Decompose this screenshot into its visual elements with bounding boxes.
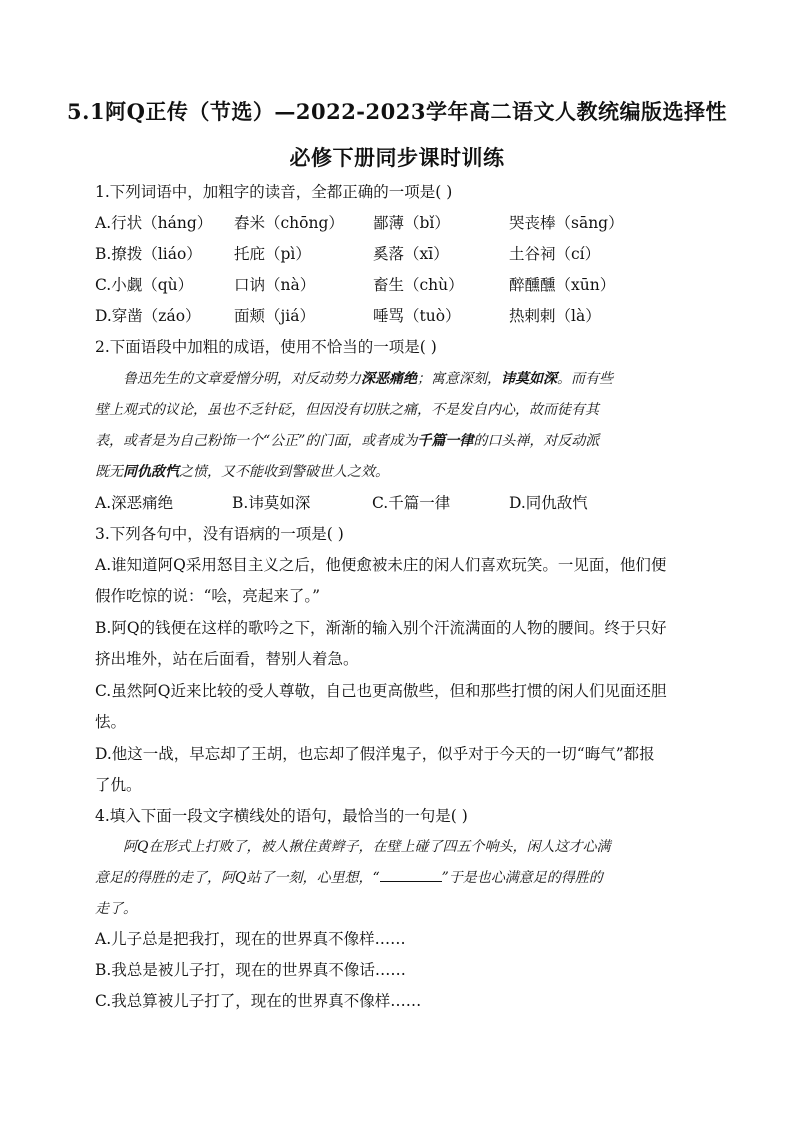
q2-passage-line-2: 壁上观式的议论，虽也不乏针砭，但因没有切肤之痛，不是发自内心，故而徒有其 <box>95 402 599 418</box>
q3-option-c-line-1: C.虽然阿Q近来比较的受人尊敬，自己也更高傲些，但和那些打惯的闲人们见面还胆 <box>95 682 667 700</box>
q1-b-word-4: 土谷祠（cí） <box>509 245 601 263</box>
q1-c-word-3: 畜生（chù） <box>373 276 464 294</box>
q1-a-word-3: 鄙薄（bǐ） <box>373 214 450 232</box>
q1-d-word-4: 热剌剌（là） <box>509 307 601 325</box>
q4-option-c: C.我总算被儿子打了，现在的世界真不像样…… <box>95 992 422 1010</box>
q4-passage-line-3: 走了。 <box>95 901 137 917</box>
q1-a-word-2: 舂米（chōng） <box>234 214 344 232</box>
q2-text: 的口头禅，对反动派 <box>473 433 600 449</box>
q2-option-b: B.讳莫如深 <box>232 494 311 512</box>
q4-passage <box>95 832 695 925</box>
title-line-1: 5.1阿Q正传（节选）—2022-2023学年高二语文人教统编版选择性 <box>67 99 727 124</box>
q1-row-a <box>95 211 715 233</box>
q1-b-word-1: B.撩拨（liáo） <box>95 245 202 263</box>
q2-idiom-3: 千篇一律 <box>417 433 474 449</box>
q2-passage-line-1 <box>95 364 695 395</box>
q2-passage-line-4 <box>95 457 695 488</box>
q2-text: 既无 <box>95 464 123 480</box>
q2-stem: 2.下面语段中加粗的成语，使用不恰当的一项是( ) <box>95 338 437 356</box>
q1-b-word-3: 奚落（xī） <box>373 245 449 263</box>
q2-passage <box>95 364 695 488</box>
q2-text: 表，或者是为自己粉饰一个“公正”的门面，或者成为 <box>95 433 418 449</box>
q1-c-word-1: C.小觑（qù） <box>95 276 194 294</box>
q2-idiom-2: 讳莫如深 <box>501 371 557 387</box>
q2-option-a: A.深恶痛绝 <box>95 494 174 512</box>
q1-a-word-4: 哭丧棒（sāng） <box>509 214 624 232</box>
q2-passage-line-3 <box>95 426 695 457</box>
q4-passage-line-1: 阿Q在形式上打败了，被人揪住黄辫子，在壁上碰了四五个响头，闲人这才心满 <box>123 839 611 855</box>
q1-row-b <box>95 242 715 264</box>
title-line-2: 必修下册同步课时训练 <box>289 145 505 170</box>
q2-text: ；寓意深刻， <box>417 371 501 387</box>
q2-option-c: C.千篇一律 <box>372 494 451 512</box>
q1-d-word-3: 唾骂（tuò） <box>373 307 461 325</box>
q2-idiom-4: 同仇敌忾 <box>123 464 179 480</box>
q4-option-b: B.我总是被儿子打，现在的世界真不像话…… <box>95 961 406 979</box>
q4-fill-blank <box>380 867 442 882</box>
q3-option-b-line-1: B.阿Q的钱便在这样的歌吟之下，渐渐的输入别个汗流满面的人物的腰间。终于只好 <box>95 619 667 637</box>
q2-option-d: D.同仇敌忾 <box>509 494 588 512</box>
q1-b-word-2: 托庇（pì） <box>234 245 311 263</box>
q4-passage-line-2 <box>95 863 695 894</box>
q3-option-d-line-2: 了仇。 <box>95 776 142 794</box>
q1-d-word-1: D.穿凿（záo） <box>95 307 201 325</box>
q3-stem: 3.下列各句中，没有语病的一项是( ) <box>95 525 344 543</box>
q3-option-b-line-2: 挤出堆外，站在后面看，替别人着急。 <box>95 650 359 668</box>
q4-option-a: A.儿子总是把我打，现在的世界真不像样…… <box>95 930 406 948</box>
q1-c-word-4: 醉醺醺（xūn） <box>509 276 616 294</box>
q2-idiom-1: 深恶痛绝 <box>361 371 417 387</box>
q2-text: 。而有些 <box>557 371 613 387</box>
q2-options <box>95 491 715 513</box>
q1-d-word-2: 面颊（jiá） <box>234 307 316 325</box>
q4-text: 意足的得胜的走了，阿Q站了一刻，心里想，“ <box>95 870 380 886</box>
q1-row-d <box>95 304 715 326</box>
q1-stem: 1.下列词语中，加粗字的读音，全都正确的一项是( ) <box>95 183 453 201</box>
q3-option-a-line-2: 假作吃惊的说：“哙，亮起来了。” <box>95 587 321 605</box>
q4-text: ”于是也心满意足的得胜的 <box>441 870 603 886</box>
q1-c-word-2: 口讷（nà） <box>234 276 316 294</box>
q1-row-c <box>95 273 715 295</box>
q2-text: 鲁迅先生的文章爱憎分明，对反动势力 <box>123 371 361 387</box>
q4-stem: 4.填入下面一段文字横线处的语句，最恰当的一句是( ) <box>95 807 468 825</box>
q3-option-c-line-2: 怯。 <box>95 713 127 731</box>
q1-a-word-1: A.行状（háng） <box>95 214 213 232</box>
q2-text: 之愤，又不能收到警破世人之效。 <box>179 464 389 480</box>
q3-option-a-line-1: A.谁知道阿Q采用怒目主义之后，他便愈被未庄的闲人们喜欢玩笑。一见面，他们便 <box>95 556 667 574</box>
q3-option-d-line-1: D.他这一战，早忘却了王胡，也忘却了假洋鬼子，似乎对于今天的一切“晦气”都报 <box>95 745 655 763</box>
